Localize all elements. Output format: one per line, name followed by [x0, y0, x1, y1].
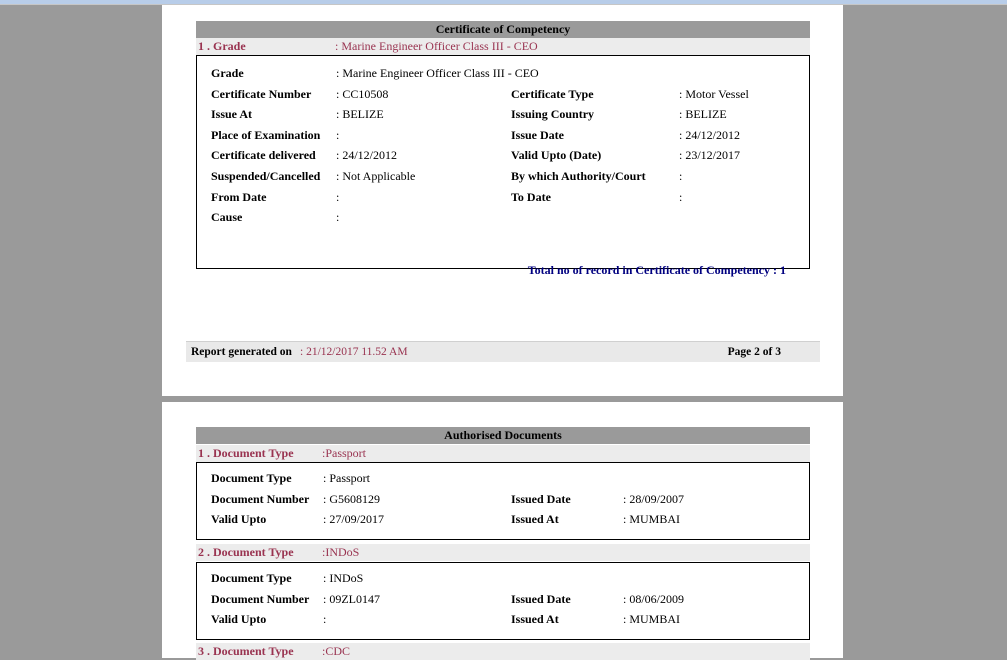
group-header-row: [196, 445, 810, 462]
field-value: : BELIZE: [336, 107, 384, 122]
field-label: Suspended/Cancelled: [211, 168, 321, 183]
group-value: :CDC: [322, 644, 351, 658]
group-header-row: [196, 544, 810, 561]
detail-row: [197, 609, 809, 630]
field-value: : 24/12/2012: [336, 148, 398, 163]
field-label: Valid Upto: [211, 612, 267, 627]
field-value: :: [336, 127, 340, 142]
field-value: :: [679, 189, 683, 204]
detail-row: [197, 489, 809, 510]
section-header-certificate-of-competency: [196, 21, 810, 38]
field-value: : 28/09/2007: [623, 491, 685, 506]
detail-row: [197, 468, 809, 489]
detail-row: [197, 145, 809, 166]
field-label: Valid Upto: [211, 512, 267, 527]
total-records-line: Total no of record in Certificate of Competency : 1: [527, 263, 786, 277]
field-label: Grade: [211, 66, 244, 80]
field-label: Document Type: [211, 571, 292, 585]
field-label: Certificate delivered: [211, 148, 316, 163]
certificate-details-box: [196, 55, 810, 269]
field-label: Valid Upto (Date): [511, 148, 602, 163]
group-value: :INDoS: [322, 545, 360, 559]
field-value: :: [336, 210, 340, 225]
field-label: By which Authority/Court: [511, 168, 646, 183]
field-label: Cause: [211, 210, 243, 225]
group-value: :Passport: [322, 446, 367, 460]
report-footer-bar: [186, 341, 820, 362]
detail-row: [197, 568, 809, 589]
group-label: 1 . Grade: [198, 39, 246, 53]
section-header-authorised-documents: [196, 427, 810, 444]
field-value: : MUMBAI: [623, 512, 681, 527]
field-label: Certificate Number: [211, 86, 312, 101]
detail-row: [197, 166, 809, 187]
group-value: : Marine Engineer Officer Class III - CEO: [335, 39, 538, 53]
field-label: Document Number: [211, 491, 310, 506]
field-label: Issue Date: [511, 127, 564, 142]
field-value: : CC10508: [336, 86, 389, 101]
report-generated-label: Report generated on: [191, 346, 292, 358]
detail-row: [197, 207, 809, 228]
field-value: : 09ZL0147: [323, 591, 380, 606]
field-value: : 27/09/2017: [323, 512, 385, 527]
field-label: Issued Date: [511, 491, 571, 506]
document-details-box: [196, 562, 810, 640]
detail-row: [197, 63, 809, 84]
field-value: : MUMBAI: [623, 612, 681, 627]
field-value: :: [679, 168, 683, 183]
field-label: Issued At: [511, 512, 559, 527]
field-value: : Marine Engineer Officer Class III - CEO: [336, 66, 539, 80]
group-header-row: [196, 38, 810, 55]
report-page-2: [162, 402, 843, 658]
page-number: Page 2 of 3: [727, 346, 781, 358]
field-label: Document Type: [211, 471, 292, 485]
field-value: : Motor Vessel: [679, 86, 749, 101]
group-header-row: [196, 643, 810, 660]
field-value: :: [336, 189, 340, 204]
group-label: 2 . Document Type: [198, 545, 294, 559]
field-value: : INDoS: [323, 571, 364, 585]
field-label: Issued At: [511, 612, 559, 627]
field-value: : Not Applicable: [336, 168, 416, 183]
field-label: Document Number: [211, 591, 310, 606]
field-value: : 24/12/2012: [679, 127, 741, 142]
field-value: :: [323, 612, 327, 627]
field-value: : BELIZE: [679, 107, 727, 122]
field-value: : G5608129: [323, 491, 380, 506]
field-label: To Date: [511, 189, 551, 204]
detail-row: [197, 125, 809, 146]
field-label: From Date: [211, 189, 267, 204]
field-value: : 08/06/2009: [623, 591, 685, 606]
field-value: : 23/12/2017: [679, 148, 741, 163]
field-value: : Passport: [323, 471, 371, 485]
document-details-box: [196, 462, 810, 540]
field-label: Issue At: [211, 107, 253, 122]
report-generated-value: : 21/12/2017 11.52 AM: [300, 346, 408, 358]
detail-row: [197, 104, 809, 125]
detail-row: [197, 187, 809, 208]
detail-row: [197, 509, 809, 530]
report-page-1: [162, 5, 843, 396]
group-label: 3 . Document Type: [198, 644, 294, 658]
field-label: Place of Examination: [211, 127, 321, 142]
field-label: Issued Date: [511, 591, 571, 606]
detail-row: [197, 84, 809, 105]
field-label: Certificate Type: [511, 86, 594, 101]
section-title: Certificate of Competency: [435, 22, 571, 36]
section-title: Authorised Documents: [444, 428, 562, 442]
detail-row: [197, 589, 809, 610]
field-label: Issuing Country: [511, 107, 595, 122]
group-label: 1 . Document Type: [198, 446, 294, 460]
